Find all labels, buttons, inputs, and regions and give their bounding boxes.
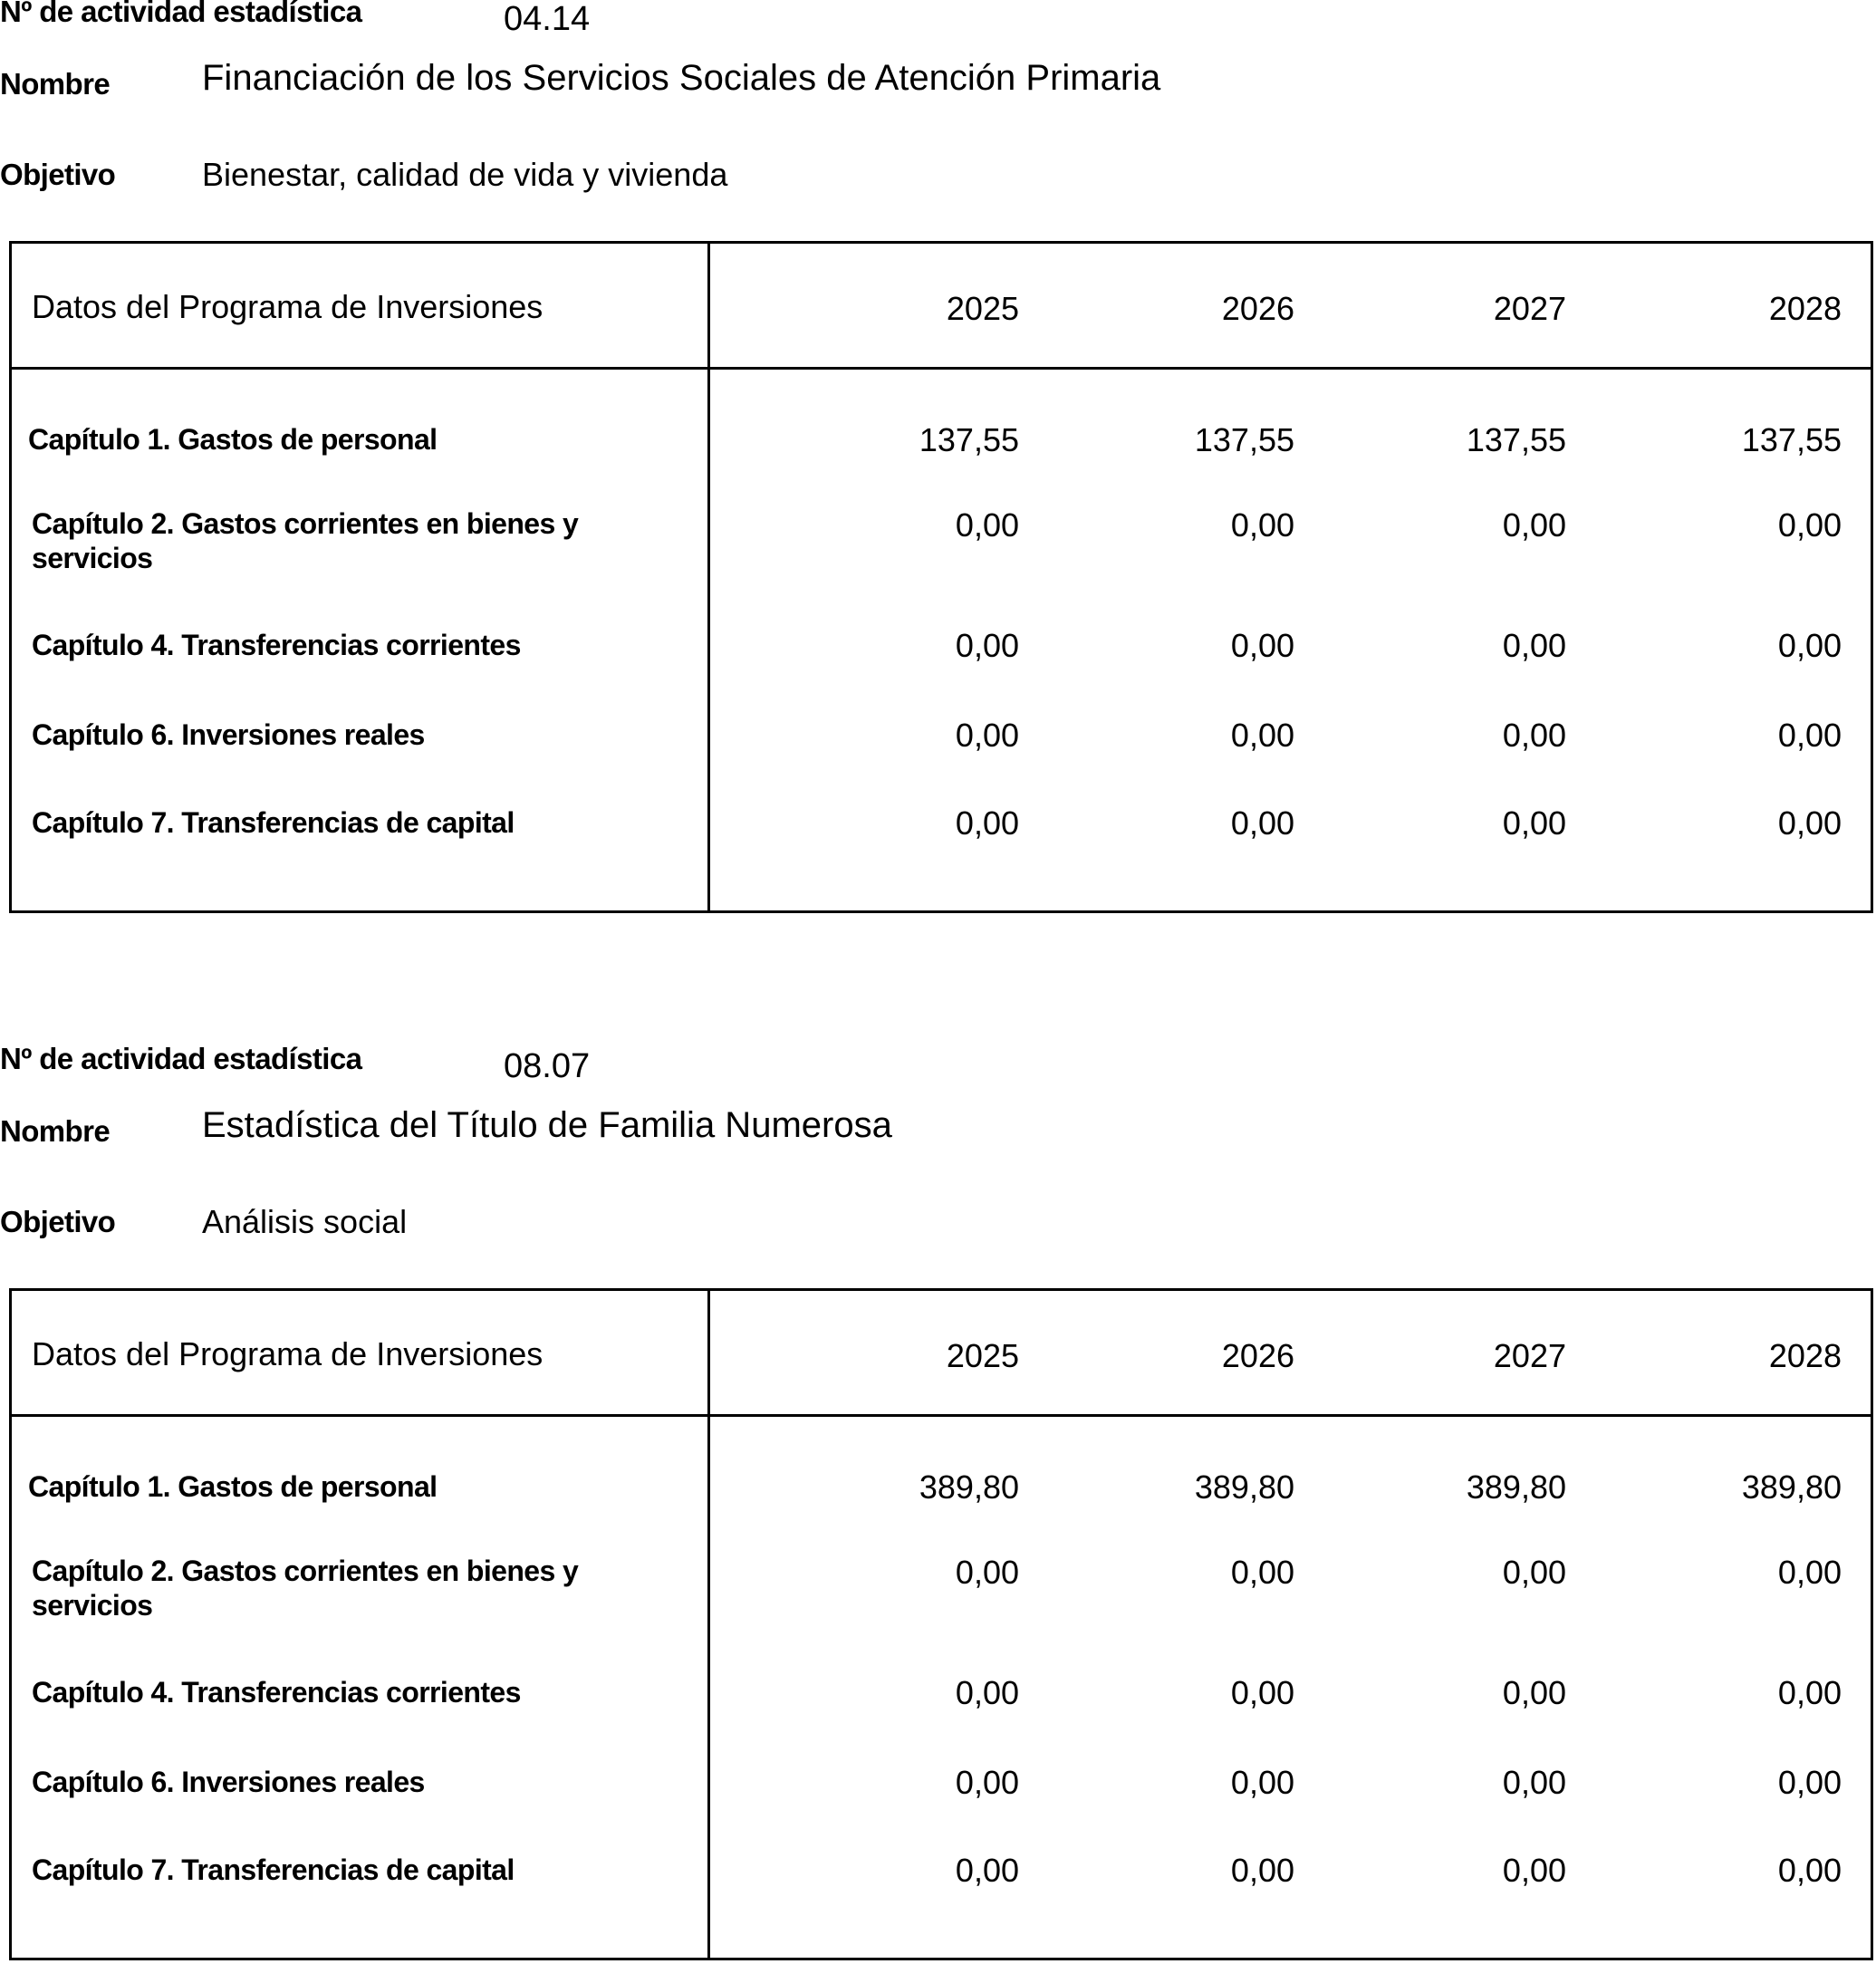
table-column-divider [707,244,710,910]
name-value: Financiación de los Servicios Sociales de Atención Primaria [202,58,1161,98]
row-label: Capítulo 6. Inversiones reales [32,1766,425,1798]
year-header: 2025 [946,290,1019,327]
cell-value: 0,00 [1777,1674,1842,1711]
cell-value: 0,00 [1502,627,1566,664]
activity-number-value: 08.07 [504,1047,591,1085]
cell-value: 0,00 [1502,1554,1566,1591]
row-label: Capítulo 2. Gastos corrientes en bienes y servicios [32,1555,579,1622]
cell-value: 0,00 [1777,506,1842,544]
cell-value: 0,00 [1502,717,1566,754]
cell-value: 0,00 [1777,627,1842,664]
objective-label: Objetivo [0,158,116,191]
year-header: 2026 [1221,1337,1294,1374]
name-label: Nombre [0,67,111,101]
table-header-label: Datos del Programa de Inversiones [32,1335,544,1372]
cell-value: 0,00 [1502,1764,1566,1801]
cell-value: 0,00 [1230,506,1294,544]
year-header: 2027 [1493,1337,1566,1374]
cell-value: 0,00 [955,506,1019,544]
table-header-divider [12,367,1871,370]
cell-value: 0,00 [1777,1554,1842,1591]
table-header-label: Datos del Programa de Inversiones [32,288,544,325]
table-header-divider [12,1414,1871,1417]
cell-value: 137,55 [1194,421,1294,458]
cell-value: 0,00 [1777,804,1842,842]
cell-value: 0,00 [1502,1674,1566,1711]
cell-value: 0,00 [1230,717,1294,754]
cell-value: 0,00 [1230,804,1294,842]
objective-value: Análisis social [202,1203,408,1240]
cell-value: 389,80 [1466,1468,1566,1506]
cell-value: 0,00 [955,627,1019,664]
cell-value: 0,00 [955,1674,1019,1711]
cell-value: 0,00 [955,1852,1019,1889]
cell-value: 389,80 [919,1468,1019,1506]
name-value: Estadística del Título de Familia Numerosa [202,1105,892,1145]
year-header: 2027 [1493,290,1566,327]
row-label: Capítulo 1. Gastos de personal [28,423,438,456]
table-column-divider [707,1291,710,1958]
row-label: Capítulo 4. Transferencias corrientes [32,629,521,661]
cell-value: 0,00 [1777,717,1842,754]
row-label: Capítulo 6. Inversiones reales [32,718,425,751]
cell-value: 0,00 [955,1764,1019,1801]
cell-value: 0,00 [1502,804,1566,842]
cell-value: 0,00 [955,1554,1019,1591]
row-label: Capítulo 2. Gastos corrientes en bienes y servicios [32,507,579,574]
row-label: Capítulo 7. Transferencias de capital [32,1853,515,1886]
cell-value: 0,00 [1230,1764,1294,1801]
activity-section [0,1042,1876,1953]
cell-value: 0,00 [1502,1852,1566,1889]
cell-value: 0,00 [1777,1852,1842,1889]
cell-value: 0,00 [955,717,1019,754]
cell-value: 137,55 [919,421,1019,458]
year-header: 2025 [946,1337,1019,1374]
cell-value: 389,80 [1194,1468,1294,1506]
investment-table [9,1288,1873,1960]
cell-value: 0,00 [1230,1554,1294,1591]
year-header: 2028 [1768,290,1842,327]
activity-section [0,0,1876,906]
cell-value: 0,00 [1230,1674,1294,1711]
cell-value: 0,00 [1230,1852,1294,1889]
year-header: 2028 [1768,1337,1842,1374]
cell-value: 0,00 [955,804,1019,842]
cell-value: 137,55 [1741,421,1842,458]
objective-value: Bienestar, calidad de vida y vivienda [202,156,728,193]
cell-value: 0,00 [1777,1764,1842,1801]
activity-number-value: 04.14 [504,0,591,38]
year-header: 2026 [1221,290,1294,327]
cell-value: 389,80 [1741,1468,1842,1506]
activity-number-label: Nº de actividad estadística [0,0,362,28]
cell-value: 0,00 [1502,506,1566,544]
cell-value: 0,00 [1230,627,1294,664]
row-label: Capítulo 7. Transferencias de capital [32,806,515,839]
activity-number-label: Nº de actividad estadística [0,1042,362,1075]
objective-label: Objetivo [0,1205,116,1238]
name-label: Nombre [0,1114,111,1148]
row-label: Capítulo 1. Gastos de personal [28,1470,438,1503]
cell-value: 137,55 [1466,421,1566,458]
row-label: Capítulo 4. Transferencias corrientes [32,1676,521,1709]
investment-table [9,241,1873,913]
